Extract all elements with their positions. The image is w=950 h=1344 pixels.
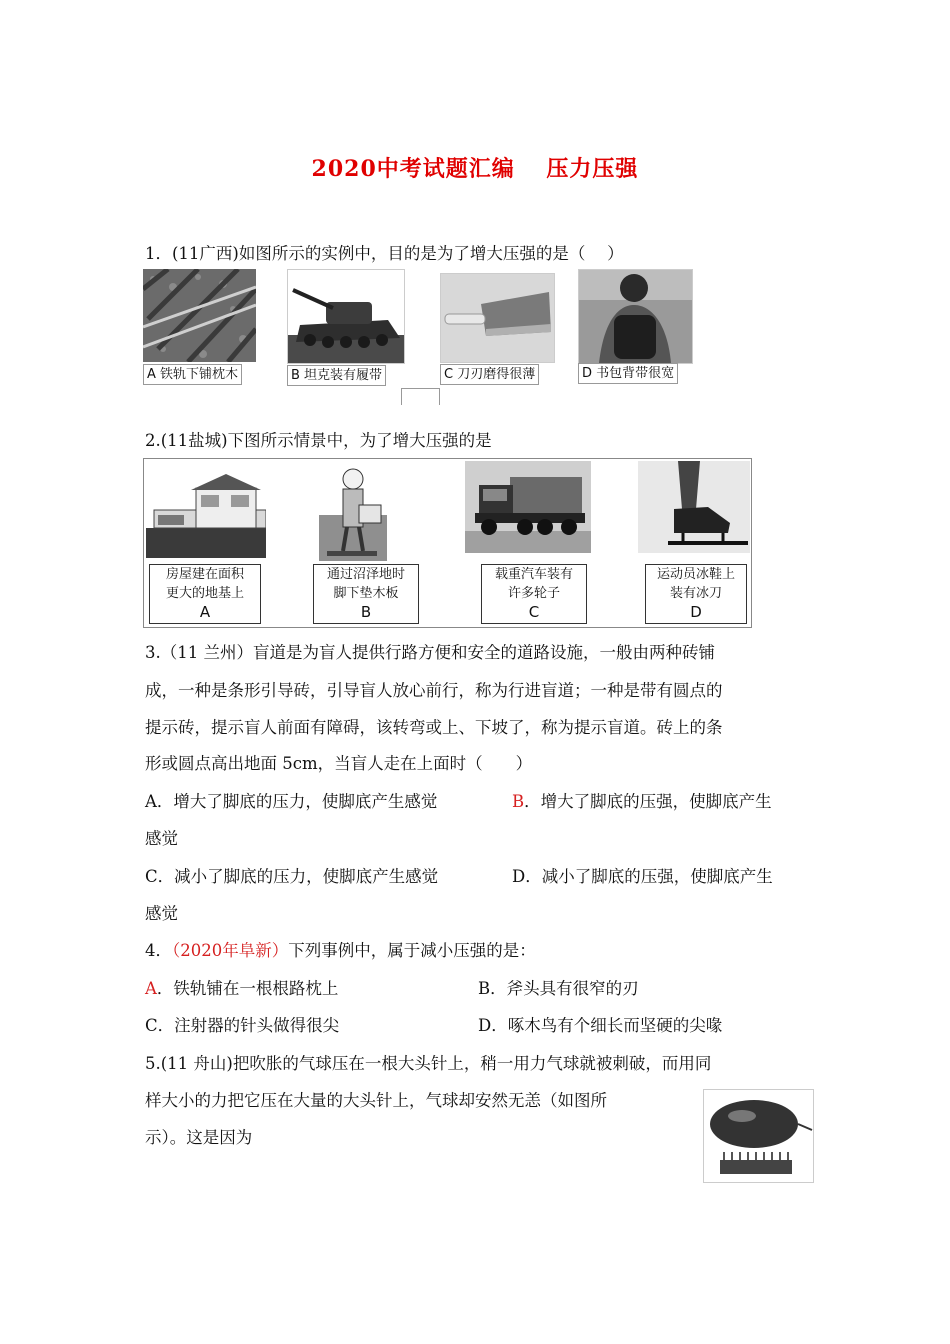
tank-image <box>287 269 405 364</box>
girl-image <box>319 465 387 561</box>
q3-option-d: D．减小了脚底的压强，使脚底产生 <box>512 867 773 886</box>
knife-image <box>440 273 555 363</box>
balloon-on-pins-image <box>703 1089 814 1183</box>
q3-line-1: 3.（11 兰州）盲道是为盲人提供行路方便和安全的道路设施，一般由两种砖铺 <box>145 643 715 662</box>
ice-skate-image <box>638 461 750 553</box>
q4-option-c: C．注射器的针头做得很尖 <box>145 1016 340 1035</box>
q3-option-b: B．增大了脚底的压强，使脚底产生 <box>512 792 772 811</box>
page-title: 2020中考试题汇编 压力压强 <box>311 156 639 182</box>
q5-line-3: 示）。这是因为 <box>145 1128 253 1147</box>
q3-option-d-cont: 感觉 <box>145 904 178 923</box>
q2-caption-c: 载重汽车装有 许多轮子 C <box>481 564 587 624</box>
q5-line-1: 5.(11 舟山)把吹胀的气球压在一根大头针上，稍一用力气球就被刺破，而用同 <box>145 1054 712 1073</box>
q1-stem: 1．(11广西)如图所示的实例中，目的是为了增大压强的是（ ） <box>145 244 624 263</box>
q3-line-4: 形或圆点高出地面 5cm，当盲人走在上面时（ ） <box>145 754 533 773</box>
q3-option-c: C．减小了脚底的压力，使脚底产生感觉 <box>145 867 439 886</box>
q2-caption-d: 运动员冰鞋上 装有冰刀 D <box>645 564 747 624</box>
empty-box <box>401 388 440 405</box>
q1-caption-d: D 书包背带很宽 <box>578 363 678 384</box>
q4-stem: 4．（2020年阜新）下列事例中，属于减小压强的是： <box>145 941 536 960</box>
q3-option-a: A．增大了脚底的压力，使脚底产生感觉 <box>145 792 438 811</box>
q3-option-b-cont: 感觉 <box>145 829 178 848</box>
q3-line-3: 提示砖，提示盲人前面有障碍，该转弯或上、下坡了，称为提示盲道。砖上的条 <box>145 718 723 737</box>
q1-caption-a: A 铁轨下铺枕木 <box>143 364 242 385</box>
q2-caption-b: 通过沼泽地时 脚下垫木板 B <box>313 564 419 624</box>
house-image <box>146 470 266 558</box>
railway-sleepers-image <box>143 269 256 362</box>
q4-option-b: B．斧头具有很窄的刃 <box>478 979 639 998</box>
q1-caption-c: C 刀刃磨得很薄 <box>440 364 539 385</box>
backpack-image <box>578 269 693 364</box>
q2-caption-a: 房屋建在面积 更大的地基上 A <box>149 564 261 624</box>
q4-option-d: D．啄木鸟有个细长而坚硬的尖喙 <box>478 1016 723 1035</box>
q4-option-a: A．铁轨铺在一根根路枕上 <box>145 979 339 998</box>
q1-caption-b: B 坦克装有履带 <box>287 365 386 386</box>
truck-image <box>465 461 591 553</box>
q2-stem: 2.(11盐城)下图所示情景中，为了增大压强的是 <box>145 431 492 450</box>
q3-line-2: 成，一种是条形引导砖，引导盲人放心前行，称为行进盲道；一种是带有圆点的 <box>145 681 723 700</box>
q5-line-2: 样大小的力把它压在大量的大头针上，气球却安然无恙（如图所 <box>145 1091 607 1110</box>
